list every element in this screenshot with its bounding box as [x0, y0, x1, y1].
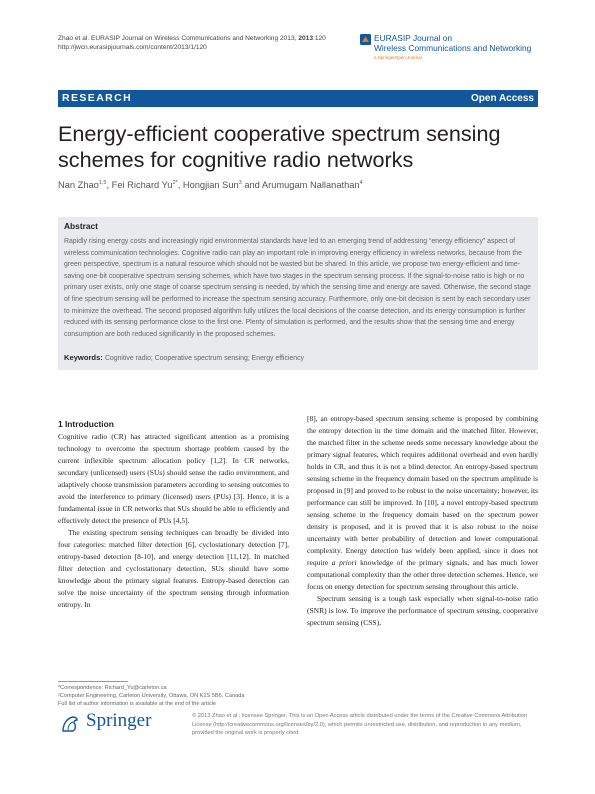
keywords-value: Cognitive radio; Cooperative spectrum sensing; Energy efficiency [104, 355, 304, 362]
citation-block [58, 34, 326, 52]
author-affiliation-mark: 2* [172, 180, 178, 186]
citation-line-1: Zhao et al. EURASIP Journal on Wireless Communications and Networking 2013, 2013:120 [58, 35, 326, 42]
keywords-label: Keywords: [64, 353, 103, 362]
author-name: Fei Richard Yu [111, 180, 173, 191]
paragraph-intro-1: Cognitive radio (CR) has attracted significant attention as a promising technology to overcome the spectrum shortage problem caused by the current inflexible spectrum allocation policy [1,2]. In CR networks, secondary (unlicensed) users (SUs) should sense the radio environment, and adaptively choose transmission parameters according to sensing outcomes to avoid the interference to primary (licensed) users (PUs) [3]. Hence, it is a fundamental issue in CR networks that SUs should be able to efficiently and effectively detect the presence of PUs [4,5]. [58, 432, 289, 525]
springer-horse-icon [59, 713, 81, 735]
column-left [58, 431, 289, 611]
paragraph-intro-2: The existing spectrum sensing techniques can broadly be divided into four categories: matched filter detection [6], cyclostationary detection [7], entropy-based detection [8-10], and energy detection [11,12]. In matched filter detection and cyclostationary detection, SUs should have some knowledge about the primary signal features. Entropy-based detection can solve the noise uncertainty of the spectrum sensing through information entropy. In [58, 528, 289, 609]
license-text: © 2013 Zhao et al.; licensee Springer. This is an Open Access article distributed under the terms of the Creative Commons Attribution License (http://creativecommons.org/licenses/by/2.0), which permits unrestricted use, distribution, and reproduction in any medium, provided the original work is properly cited. [192, 713, 528, 736]
footnote-correspondence: *Correspondence: Richard_Yu@carleton.ca [58, 685, 167, 691]
citation-url[interactable]: http://jwcn.eurasipjournals.com/content/2013/1/120 [58, 44, 207, 51]
author-affiliation-mark: 3 [238, 180, 242, 186]
open-access-label: Open Access [471, 93, 534, 104]
author-name: Nan Zhao [58, 180, 99, 191]
author-affiliation-mark: 4 [359, 180, 363, 186]
journal-publisher: a SpringerOpen Journal [374, 55, 422, 60]
section-label: RESEARCH [62, 92, 133, 104]
column-right [307, 413, 538, 629]
footnotes [58, 684, 293, 708]
abstract-text: Rapidly rising energy costs and increasingly rigid environmental standards have led to an emerging trend of addressing “energy efficiency” aspect of wireless communication technologies. Cognitive radio can play an important role in improving energy efficiency in wireless networks, because from the green perspective, spectrum is a natural resource which should not be wasted but be shared. In this article, we propose two energy-efficient and time-saving one-bit cooperative spectrum sensing schemes, which have two stages in the spectrum sensing process. If the signal-to-noise ratio is high or no primary user exists, only one stage of coarse spectrum sensing is needed, by which the sensing time and energy are saved. Otherwise, the second stage of fine spectrum sensing will be performed to increase the spectrum sensing accuracy. Furthermore, only one-bit decision is sent by each secondary user to minimize the overhead. The second proposed algorithm fully utilizes the local decisions of the coarse detection, and its energy consumption is further reduced with its sensing performance close to the first one. Plenty of simulation is performed, and the results show that the sensing time and energy consumption are both reduced significantly in the proposed schemes. [64, 238, 531, 338]
footnote-divider [58, 681, 128, 682]
section-heading-introduction: 1 Introduction [58, 419, 114, 429]
journal-name-line-1: EURASIP Journal on [374, 33, 453, 43]
author-list: Nan Zhao$^{1,5}$, Fei Richard $Yu^{2*}$, Hongjian Sun$^3$ and Arumugam Nallanathan$^4$ [58, 180, 363, 191]
journal-logo [360, 33, 550, 67]
footnote-author-info: Full list of author information is available at the end of the article [58, 701, 216, 707]
author-name: Arumugam Nallanathan [261, 180, 360, 191]
footnote-affiliation: ²Computer Engineering, Carleton University, Ottawa, ON K1S 5B6, Canada [58, 693, 245, 699]
abstract-heading: Abstract [64, 221, 98, 231]
springer-logo-text: Springer [86, 710, 152, 731]
journal-name-line-2: Wireless Communications and Networking [374, 43, 532, 53]
keywords [64, 353, 304, 362]
author-affiliation-mark: 1,5 [98, 180, 107, 186]
paragraph-intro-3: [8], an entropy-based spectrum sensing scheme is proposed by combining the entropy detection in the time domain and the matched filter. However, the matched filter in the scheme needs some necessary knowledge about the primary signal features, which requires additional overhead and even hardly holds in CR, and thus it is not a blind detector. An entropy-based spectrum sensing scheme in the frequency domain based on the spectrum amplitude is proposed in [9] and proved to be robust to the noise uncertainty; however, its performance can still be improved. In [10], a novel entropy-based spectrum sensing scheme in the frequency domain based on the spectrum power density is proposed, and it is proved that it is also robust to the noise uncertainty with better probability of detection and lower computational complexity. Energy detection has widely been applied, since it does not require a priori knowledge of the primary signals, and has much lower computational complexity than the other three detection schemes. Hence, we focus on energy detection for spectrum sensing throughout this article. [307, 414, 538, 591]
journal-badge-icon [360, 34, 371, 45]
author-name: Hongjian Sun [182, 180, 239, 191]
article-title: Energy-efficient cooperative spectrum sensing schemes for cognitive radio networks [58, 121, 501, 172]
paragraph-intro-4: Spectrum sensing is a tough task especially when signal-to-noise ratio (SNR) is low. To improve the performance of spectrum sensing, cooperative spectrum sensing (CSS), [307, 594, 538, 627]
